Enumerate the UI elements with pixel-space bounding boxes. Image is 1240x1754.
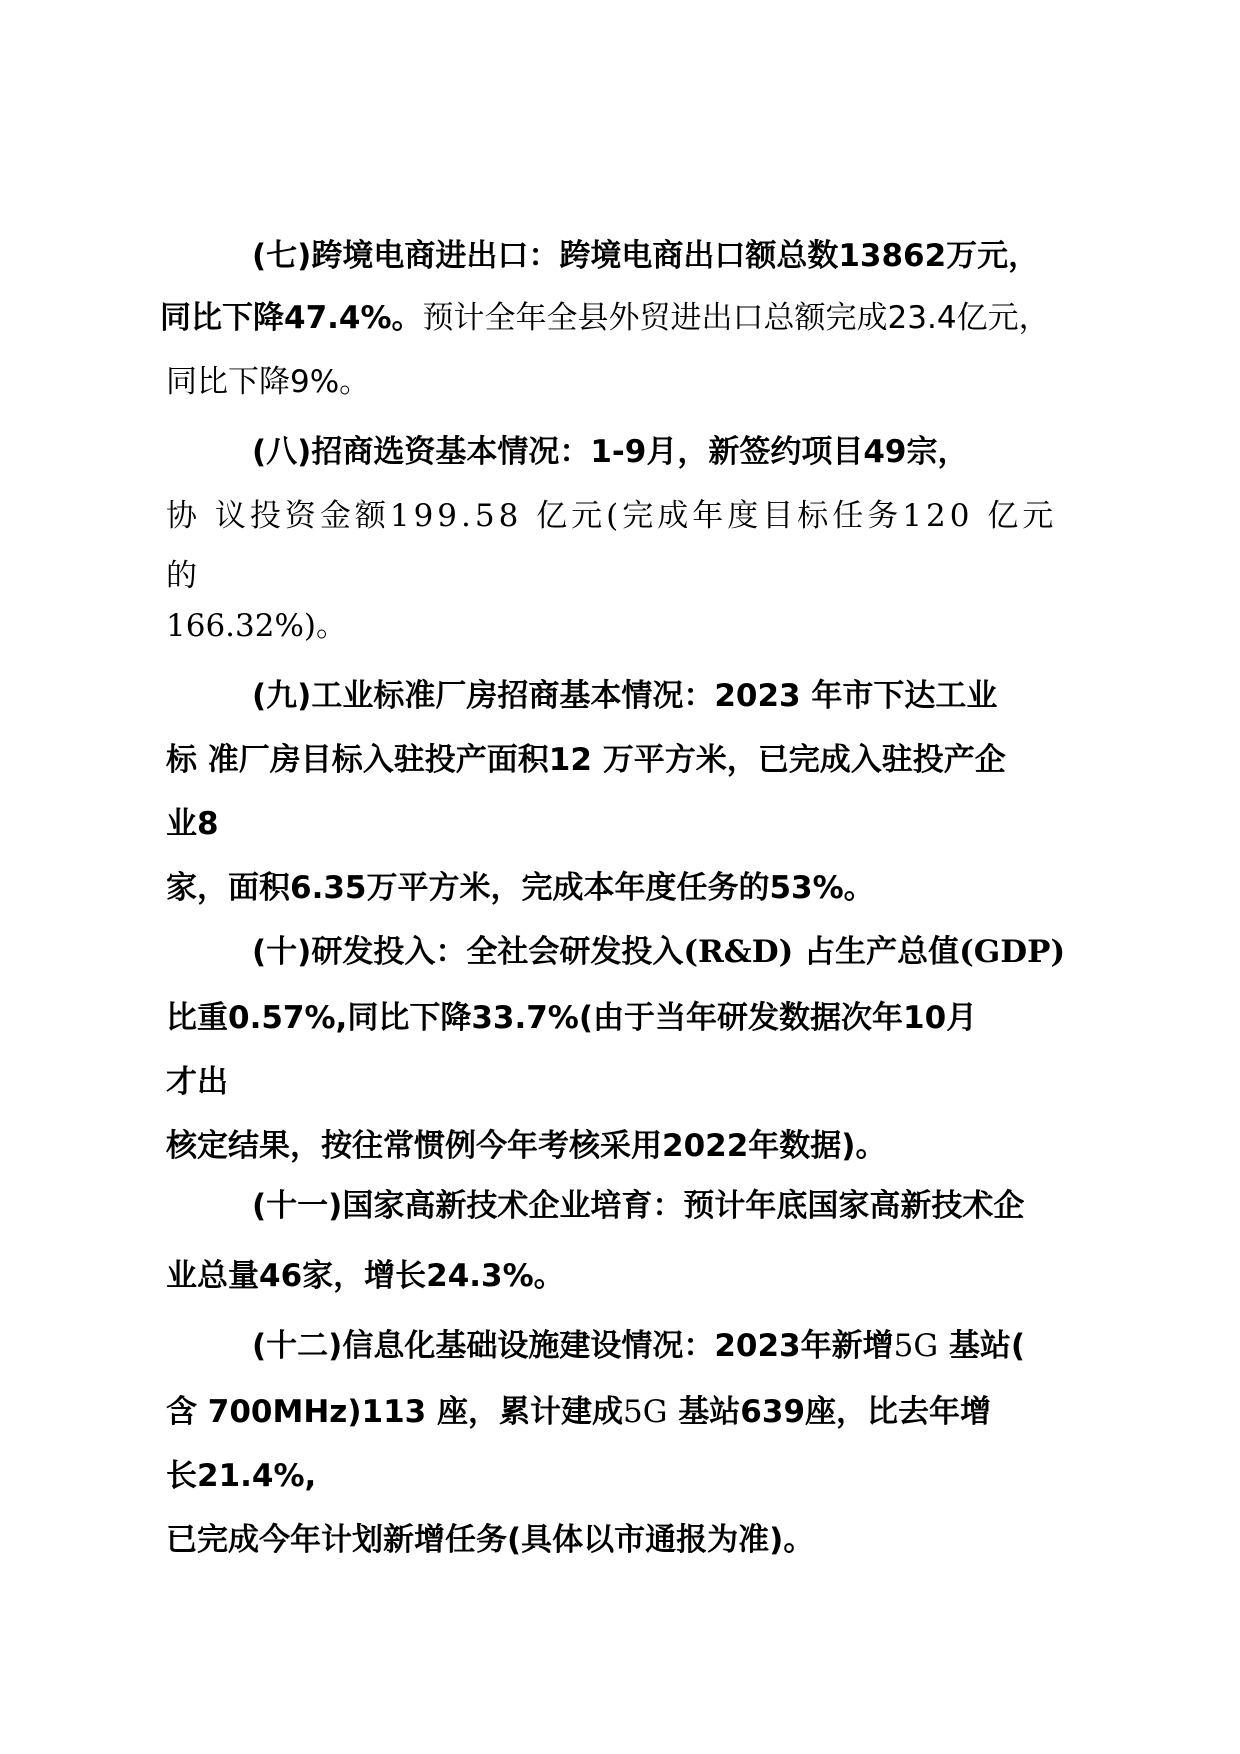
paragraph-line xyxy=(252,1186,1024,1226)
text-run: 标 准厂房目标入驻投产面积12 万平方米，已完成入驻投产企 xyxy=(166,742,1006,778)
text-run: (九)工业标准厂房招商基本情况：2023 年市下达工业 xyxy=(252,678,998,714)
text-run: (R&D) xyxy=(683,934,794,970)
paragraph-line xyxy=(166,556,197,596)
paragraph-line xyxy=(252,1326,1025,1366)
text-run: 占生产总值 xyxy=(793,934,960,970)
text-run: (八)招商选资基本情况：1-9月，新签约项目49宗， xyxy=(252,434,969,470)
text-run: 166.32%)。 xyxy=(166,608,348,644)
text-run: 基站639座，比去年增 xyxy=(667,1394,992,1430)
text-run: 5G xyxy=(623,1394,668,1430)
text-run: (十一)国家高新技术企业培育：预计年底国家高新技术企 xyxy=(252,1188,1025,1224)
text-run: 长21.4%, xyxy=(166,1458,317,1494)
text-run: 业8 xyxy=(166,806,219,842)
text-run: 已完成今年计划新增任务(具体以市通报为准)。 xyxy=(166,1522,815,1558)
paragraph-line xyxy=(166,868,875,908)
text-run: 才出 xyxy=(166,1064,228,1100)
text-run: 的 xyxy=(166,558,197,594)
text-run: 比重0.57%,同比下降33.7%(由于当年研发数据次年10月 xyxy=(166,1000,978,1036)
paragraph-line xyxy=(166,1520,814,1560)
text-run: 核定结果，按往常惯例今年考核采用2022年数据)。 xyxy=(166,1128,887,1164)
paragraph-line xyxy=(166,740,1006,780)
paragraph-line xyxy=(166,362,370,402)
paragraph-line xyxy=(252,676,997,716)
text-run: 同比下降9%。 xyxy=(166,364,371,400)
paragraph-line xyxy=(166,1456,316,1496)
text-run: 预计全年全县外贸进出口总额完成23.4亿元， xyxy=(422,300,1050,336)
paragraph-line xyxy=(252,432,968,472)
text-run: 5G xyxy=(893,1328,939,1364)
text-run: 家，面积6.35万平方米，完成本年度任务的53%。 xyxy=(166,870,875,906)
paragraph-line xyxy=(166,1062,228,1102)
text-run: 同比下降47.4%。 xyxy=(160,300,423,336)
paragraph-line xyxy=(252,932,1065,972)
text-run: (十二)信息化基础设施建设情况：2023年新增 xyxy=(252,1328,894,1364)
paragraph-line xyxy=(166,1126,886,1166)
text-run: 协 议投资金额199.58 亿元(完成年度目标任务120 亿元 xyxy=(166,498,1058,534)
text-run: 含 700MHz)113 座，累计建成 xyxy=(166,1394,624,1430)
text-run: (GDP) xyxy=(959,934,1066,970)
text-run: 业总量46家，增长24.3%。 xyxy=(166,1258,565,1294)
text-run: (十)研发投入：全社会研发投入 xyxy=(252,934,684,970)
paragraph-line xyxy=(166,998,977,1038)
paragraph-line xyxy=(166,1392,991,1432)
paragraph-line xyxy=(166,1256,565,1296)
paragraph-line xyxy=(166,606,347,646)
text-run: (七)跨境电商进出口：跨境电商出口额总数13862万元， xyxy=(252,238,1040,274)
paragraph-line xyxy=(166,496,1057,536)
paragraph-line xyxy=(252,236,1039,276)
text-run: 基站( xyxy=(938,1328,1026,1364)
paragraph-line xyxy=(160,298,1050,338)
paragraph-line xyxy=(166,804,219,844)
